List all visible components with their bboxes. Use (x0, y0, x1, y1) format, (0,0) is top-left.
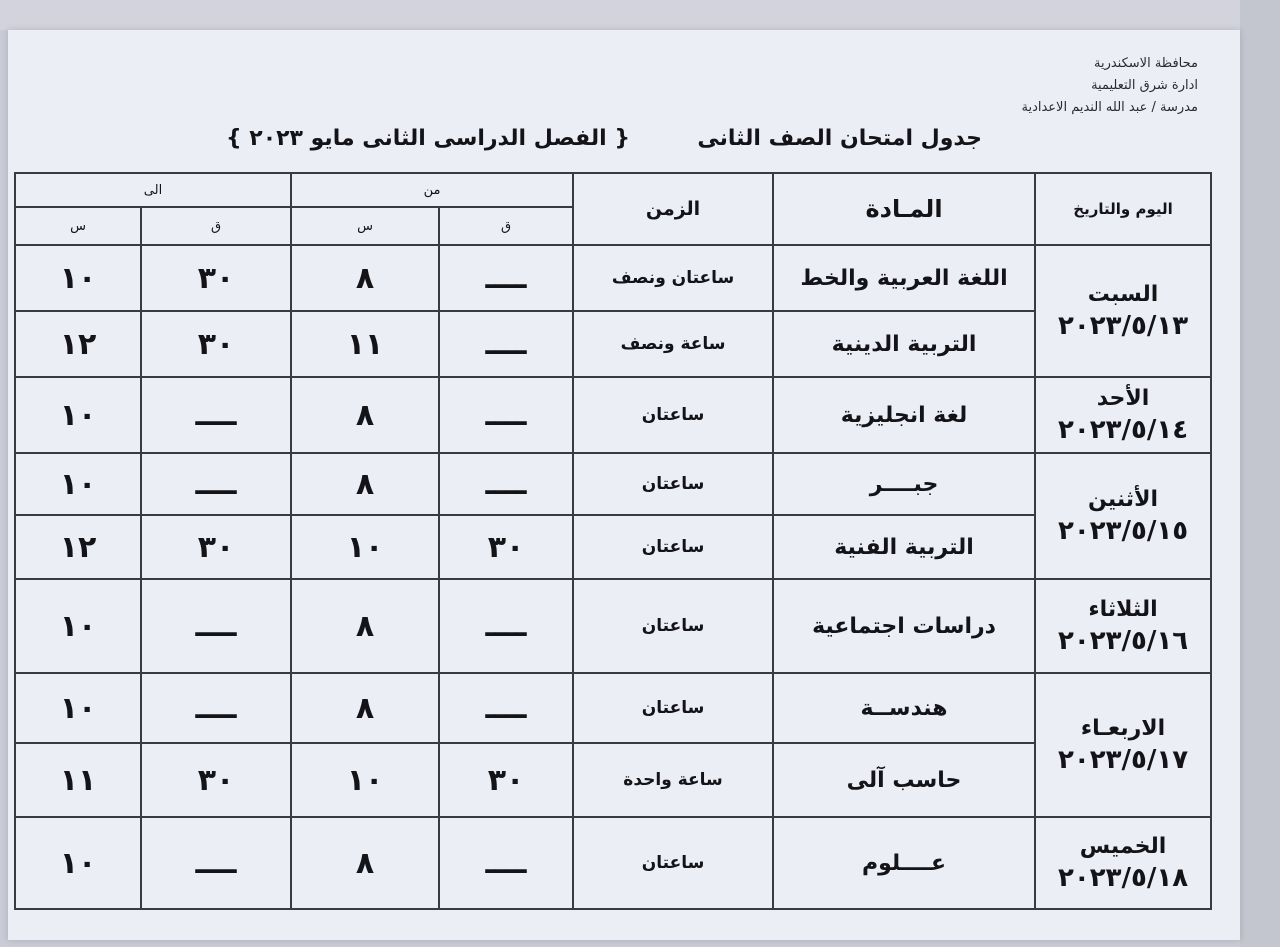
header-from: من (291, 173, 573, 207)
governorate-line: محافظة الاسكندرية (1093, 56, 1198, 71)
header-subject: المـادة (773, 173, 1035, 245)
to-hour-cell: ١٠ (15, 453, 141, 515)
from-minute-cell: ــــ (439, 579, 573, 673)
to-hour-cell: ١٠ (15, 673, 141, 743)
from-minute-cell: ــــ (439, 245, 573, 311)
header-from-hour: س (291, 207, 439, 245)
table-row (15, 673, 1211, 743)
from-hour-cell: ٨ (291, 453, 439, 515)
day-cell (1035, 673, 1211, 817)
to-minute-cell: ٣٠ (141, 311, 291, 377)
day-name: الأثنين (1088, 486, 1158, 512)
day-cell (1035, 579, 1211, 673)
from-minute-cell: ــــ (439, 817, 573, 909)
from-minute-cell: ٣٠ (439, 743, 573, 817)
to-minute-cell: ــــ (141, 377, 291, 453)
day-cell (1035, 817, 1211, 909)
table-row (15, 311, 1211, 377)
duration-cell: ساعة واحدة (573, 743, 773, 817)
from-hour-cell: ٨ (291, 377, 439, 453)
table-row (15, 817, 1211, 909)
to-minute-cell: ــــ (141, 673, 291, 743)
header-duration: الزمن (573, 173, 773, 245)
subject-cell: اللغة العربية والخط (773, 245, 1035, 311)
day-cell (1035, 245, 1211, 377)
page-title: جدول امتحان الصف الثانى (697, 126, 982, 151)
table-row (15, 453, 1211, 515)
day-date: ٢٠٢٣/٥/١٣ (1057, 310, 1189, 341)
to-hour-cell: ١٢ (15, 515, 141, 579)
day-date: ٢٠٢٣/٥/١٤ (1057, 414, 1189, 445)
subject-cell: دراسات اجتماعية (773, 579, 1035, 673)
day-name: السبت (1087, 281, 1159, 307)
subject-cell: جبــــر (773, 453, 1035, 515)
subject-cell: عــــلوم (773, 817, 1035, 909)
header-to: الى (15, 173, 291, 207)
day-cell (1035, 377, 1211, 453)
to-hour-cell: ١٠ (15, 817, 141, 909)
from-minute-cell: ــــ (439, 377, 573, 453)
background-top (0, 0, 1280, 30)
from-hour-cell: ٨ (291, 673, 439, 743)
day-date: ٢٠٢٣/٥/١٨ (1057, 862, 1189, 893)
from-minute-cell: ــــ (439, 453, 573, 515)
table-row (15, 579, 1211, 673)
background-right (1240, 0, 1280, 947)
day-name: الخميس (1079, 833, 1167, 859)
from-hour-cell: ٨ (291, 817, 439, 909)
subject-cell: التربية الدينية (773, 311, 1035, 377)
table-row (15, 743, 1211, 817)
day-name: الاربعـاء (1080, 715, 1166, 741)
table-row (15, 515, 1211, 579)
day-date: ٢٠٢٣/٥/١٦ (1057, 625, 1189, 656)
duration-cell: ساعتان (573, 579, 773, 673)
header-to-minute: ق (141, 207, 291, 245)
day-name: الأحد (1096, 385, 1150, 411)
from-minute-cell: ــــ (439, 311, 573, 377)
from-hour-cell: ٨ (291, 245, 439, 311)
duration-cell: ساعتان (573, 377, 773, 453)
from-hour-cell: ١١ (291, 311, 439, 377)
subject-cell: لغة انجليزية (773, 377, 1035, 453)
to-minute-cell: ــــ (141, 579, 291, 673)
day-date: ٢٠٢٣/٥/١٧ (1057, 744, 1189, 775)
to-hour-cell: ١١ (15, 743, 141, 817)
table-row (15, 245, 1211, 311)
administration-line: ادارة شرق التعليمية (1091, 78, 1198, 93)
duration-cell: ساعتان (573, 515, 773, 579)
school-line: مدرسة / عبد الله النديم الاعدادية (1021, 100, 1198, 115)
from-minute-cell: ــــ (439, 673, 573, 743)
header-from-minute: ق (439, 207, 573, 245)
duration-cell: ساعة ونصف (573, 311, 773, 377)
to-hour-cell: ١٢ (15, 311, 141, 377)
from-hour-cell: ١٠ (291, 743, 439, 817)
duration-cell: ساعتان (573, 817, 773, 909)
duration-cell: ساعتان (573, 453, 773, 515)
to-hour-cell: ١٠ (15, 245, 141, 311)
subject-cell: التربية الفنية (773, 515, 1035, 579)
duration-cell: ساعتان (573, 673, 773, 743)
subject-cell: هندســة (773, 673, 1035, 743)
from-minute-cell: ٣٠ (439, 515, 573, 579)
page-subtitle: { الفصل الدراسى الثانى مايو ٢٠٢٣ } (225, 126, 630, 151)
to-minute-cell: ٣٠ (141, 515, 291, 579)
from-hour-cell: ١٠ (291, 515, 439, 579)
from-hour-cell: ٨ (291, 579, 439, 673)
duration-cell: ساعتان ونصف (573, 245, 773, 311)
to-minute-cell: ــــ (141, 817, 291, 909)
to-minute-cell: ٣٠ (141, 743, 291, 817)
header-to-hour: س (15, 207, 141, 245)
day-date: ٢٠٢٣/٥/١٥ (1057, 515, 1189, 546)
header-day-date: اليوم والتاريخ (1035, 173, 1211, 245)
exam-schedule-table (14, 172, 1212, 910)
table-row (15, 377, 1211, 453)
to-minute-cell: ــــ (141, 453, 291, 515)
to-hour-cell: ١٠ (15, 579, 141, 673)
subject-cell: حاسب آلى (773, 743, 1035, 817)
day-name: الثلاثاء (1088, 596, 1158, 622)
day-cell (1035, 453, 1211, 579)
to-hour-cell: ١٠ (15, 377, 141, 453)
to-minute-cell: ٣٠ (141, 245, 291, 311)
